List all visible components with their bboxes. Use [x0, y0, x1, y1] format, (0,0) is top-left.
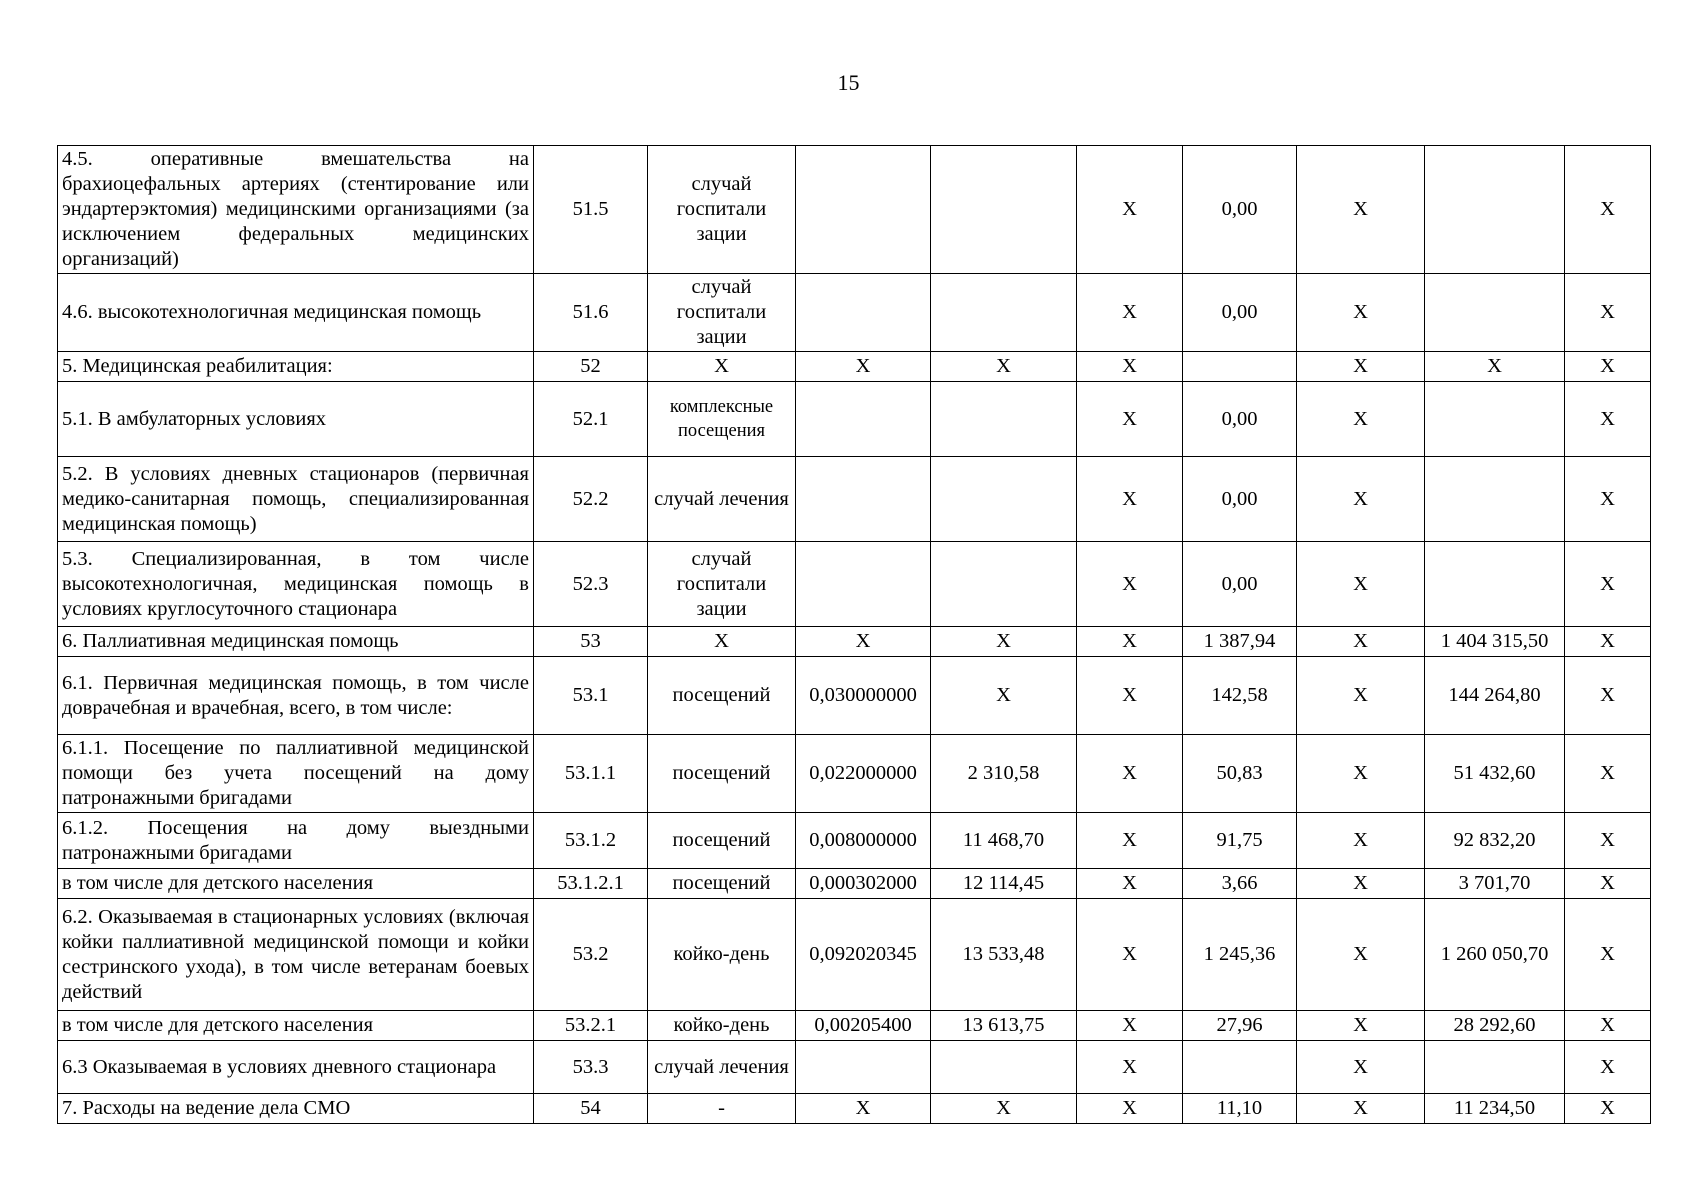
row-col11: X [1565, 869, 1651, 899]
row-code: 53.1.1 [534, 735, 648, 813]
row-name: 4.6. высокотехнологичная медицинская помощь [58, 274, 534, 352]
row-unit: X [648, 627, 796, 657]
table-row [58, 457, 1651, 542]
row-col8: 0,00 [1183, 382, 1297, 457]
row-unit: случай лечения [648, 1041, 796, 1094]
row-col7: X [1077, 813, 1183, 869]
row-col9: X [1297, 899, 1425, 1011]
row-col7: X [1077, 382, 1183, 457]
table-row [58, 869, 1651, 899]
row-unit: посещений [648, 869, 796, 899]
row-col11: X [1565, 274, 1651, 352]
row-col11: X [1565, 657, 1651, 735]
row-volume [796, 457, 931, 542]
row-code: 53.2 [534, 899, 648, 1011]
row-col10: 144 264,80 [1425, 657, 1565, 735]
row-volume: 0,022000000 [796, 735, 931, 813]
row-col10 [1425, 146, 1565, 274]
row-col9: X [1297, 146, 1425, 274]
row-volume: X [796, 1094, 931, 1124]
row-cost-per-unit: X [931, 352, 1077, 382]
row-cost-per-unit [931, 1041, 1077, 1094]
row-col11: X [1565, 1094, 1651, 1124]
row-col11: X [1565, 146, 1651, 274]
row-name: 5.3. Специализированная, в том числе высокотехнологичная, медицинская помощь в условиях круглосуточного стационара [58, 542, 534, 627]
row-cost-per-unit [931, 542, 1077, 627]
row-cost-per-unit: 11 468,70 [931, 813, 1077, 869]
table-row [58, 1041, 1651, 1094]
table-row [58, 1094, 1651, 1124]
row-unit: посещений [648, 813, 796, 869]
table-row [58, 899, 1651, 1011]
table-row [58, 542, 1651, 627]
row-unit: - [648, 1094, 796, 1124]
row-name: 6.1.2. Посещения на дому выездными патронажными бригадами [58, 813, 534, 869]
row-code: 51.5 [534, 146, 648, 274]
row-name: 6. Паллиативная медицинская помощь [58, 627, 534, 657]
row-col7: X [1077, 735, 1183, 813]
row-volume: 0,008000000 [796, 813, 931, 869]
row-col11: X [1565, 899, 1651, 1011]
row-col8: 50,83 [1183, 735, 1297, 813]
table-row [58, 657, 1651, 735]
row-unit: случай лечения [648, 457, 796, 542]
row-code: 52.2 [534, 457, 648, 542]
row-col9: X [1297, 542, 1425, 627]
row-volume [796, 146, 931, 274]
row-unit: X [648, 352, 796, 382]
row-name: 7. Расходы на ведение дела СМО [58, 1094, 534, 1124]
row-unit: койко-день [648, 1011, 796, 1041]
row-cost-per-unit: X [931, 657, 1077, 735]
row-col8: 3,66 [1183, 869, 1297, 899]
row-volume [796, 274, 931, 352]
row-col7: X [1077, 1011, 1183, 1041]
row-cost-per-unit [931, 274, 1077, 352]
row-volume: X [796, 352, 931, 382]
row-col9: X [1297, 813, 1425, 869]
table-row [58, 382, 1651, 457]
row-col8 [1183, 352, 1297, 382]
row-code: 52.3 [534, 542, 648, 627]
row-col9: X [1297, 352, 1425, 382]
row-col7: X [1077, 352, 1183, 382]
row-unit: случай госпитали зации [648, 542, 796, 627]
row-col10: 1 404 315,50 [1425, 627, 1565, 657]
row-col10: 92 832,20 [1425, 813, 1565, 869]
row-volume [796, 382, 931, 457]
row-col10: 11 234,50 [1425, 1094, 1565, 1124]
row-col10: X [1425, 352, 1565, 382]
row-unit: случай госпитали зации [648, 274, 796, 352]
row-volume: X [796, 627, 931, 657]
table-body [58, 146, 1651, 1124]
table-row [58, 735, 1651, 813]
row-cost-per-unit: 2 310,58 [931, 735, 1077, 813]
row-col11: X [1565, 542, 1651, 627]
row-col8: 27,96 [1183, 1011, 1297, 1041]
row-unit: посещений [648, 657, 796, 735]
row-col10 [1425, 542, 1565, 627]
row-name: 4.5. оперативные вмешательства на брахиоцефальных артериях (стентирование или эндартерэктомия) медицинскими организациями (за исключением федеральных медицинских организаций) [58, 146, 534, 274]
table-row [58, 1011, 1651, 1041]
row-code: 52 [534, 352, 648, 382]
row-name: 5. Медицинская реабилитация: [58, 352, 534, 382]
row-col9: X [1297, 274, 1425, 352]
row-code: 53.1 [534, 657, 648, 735]
row-col8: 11,10 [1183, 1094, 1297, 1124]
table-row [58, 352, 1651, 382]
row-col9: X [1297, 382, 1425, 457]
row-col7: X [1077, 542, 1183, 627]
row-col8: 0,00 [1183, 457, 1297, 542]
table-row [58, 627, 1651, 657]
row-col11: X [1565, 1011, 1651, 1041]
row-col10 [1425, 1041, 1565, 1094]
row-col11: X [1565, 627, 1651, 657]
row-cost-per-unit: X [931, 1094, 1077, 1124]
row-col7: X [1077, 899, 1183, 1011]
row-col11: X [1565, 813, 1651, 869]
row-col9: X [1297, 457, 1425, 542]
row-volume [796, 542, 931, 627]
row-col11: X [1565, 382, 1651, 457]
row-code: 54 [534, 1094, 648, 1124]
row-col11: X [1565, 735, 1651, 813]
row-volume [796, 1041, 931, 1094]
row-col9: X [1297, 1011, 1425, 1041]
row-col8: 0,00 [1183, 274, 1297, 352]
row-col10: 51 432,60 [1425, 735, 1565, 813]
row-col9: X [1297, 627, 1425, 657]
row-col7: X [1077, 1094, 1183, 1124]
row-col8: 142,58 [1183, 657, 1297, 735]
row-name: 6.1.1. Посещение по паллиативной медицинской помощи без учета посещений на дому патронажными бригадами [58, 735, 534, 813]
row-col11: X [1565, 457, 1651, 542]
row-col7: X [1077, 146, 1183, 274]
row-volume: 0,00205400 [796, 1011, 931, 1041]
table-row [58, 274, 1651, 352]
financing-table [57, 145, 1651, 1124]
row-col10 [1425, 457, 1565, 542]
row-col7: X [1077, 869, 1183, 899]
row-volume: 0,030000000 [796, 657, 931, 735]
row-unit: посещений [648, 735, 796, 813]
row-name: 5.1. В амбулаторных условиях [58, 382, 534, 457]
row-code: 53.2.1 [534, 1011, 648, 1041]
row-cost-per-unit: 12 114,45 [931, 869, 1077, 899]
page-number: 15 [837, 70, 860, 95]
row-cost-per-unit [931, 457, 1077, 542]
row-col10 [1425, 382, 1565, 457]
row-code: 53 [534, 627, 648, 657]
row-cost-per-unit: 13 533,48 [931, 899, 1077, 1011]
row-col7: X [1077, 274, 1183, 352]
row-volume: 0,000302000 [796, 869, 931, 899]
row-col9: X [1297, 1094, 1425, 1124]
row-col8: 1 245,36 [1183, 899, 1297, 1011]
row-col8: 0,00 [1183, 542, 1297, 627]
row-cost-per-unit: X [931, 627, 1077, 657]
row-code: 53.1.2 [534, 813, 648, 869]
row-cost-per-unit [931, 146, 1077, 274]
row-col8 [1183, 1041, 1297, 1094]
row-unit: комплексные посещения [648, 382, 796, 457]
row-col7: X [1077, 457, 1183, 542]
row-col9: X [1297, 657, 1425, 735]
table-row [58, 146, 1651, 274]
row-volume: 0,092020345 [796, 899, 931, 1011]
row-name: в том числе для детского населения [58, 1011, 534, 1041]
row-col9: X [1297, 735, 1425, 813]
row-col7: X [1077, 1041, 1183, 1094]
row-code: 53.1.2.1 [534, 869, 648, 899]
row-col8: 91,75 [1183, 813, 1297, 869]
table-row [58, 813, 1651, 869]
row-name: 5.2. В условиях дневных стационаров (первичная медико-санитарная помощь, специализированная медицинская помощь) [58, 457, 534, 542]
row-code: 52.1 [534, 382, 648, 457]
row-col7: X [1077, 627, 1183, 657]
row-col10 [1425, 274, 1565, 352]
row-col9: X [1297, 1041, 1425, 1094]
row-col8: 1 387,94 [1183, 627, 1297, 657]
row-col7: X [1077, 657, 1183, 735]
row-col11: X [1565, 1041, 1651, 1094]
row-col11: X [1565, 352, 1651, 382]
row-cost-per-unit: 13 613,75 [931, 1011, 1077, 1041]
row-col9: X [1297, 869, 1425, 899]
row-name: 6.2. Оказываемая в стационарных условиях (включая койки паллиативной медицинской помощи и койки сестринского ухода), в том числе ветеранам боевых действий [58, 899, 534, 1011]
row-name: 6.1. Первичная медицинская помощь, в том числе доврачебная и врачебная, всего, в том числе: [58, 657, 534, 735]
row-unit: койко-день [648, 899, 796, 1011]
row-col8: 0,00 [1183, 146, 1297, 274]
row-code: 51.6 [534, 274, 648, 352]
row-col10: 1 260 050,70 [1425, 899, 1565, 1011]
row-cost-per-unit [931, 382, 1077, 457]
row-name: 6.3 Оказываемая в условиях дневного стационара [58, 1041, 534, 1094]
row-code: 53.3 [534, 1041, 648, 1094]
row-col10: 3 701,70 [1425, 869, 1565, 899]
row-col10: 28 292,60 [1425, 1011, 1565, 1041]
row-name: в том числе для детского населения [58, 869, 534, 899]
row-unit: случай госпитали зации [648, 146, 796, 274]
